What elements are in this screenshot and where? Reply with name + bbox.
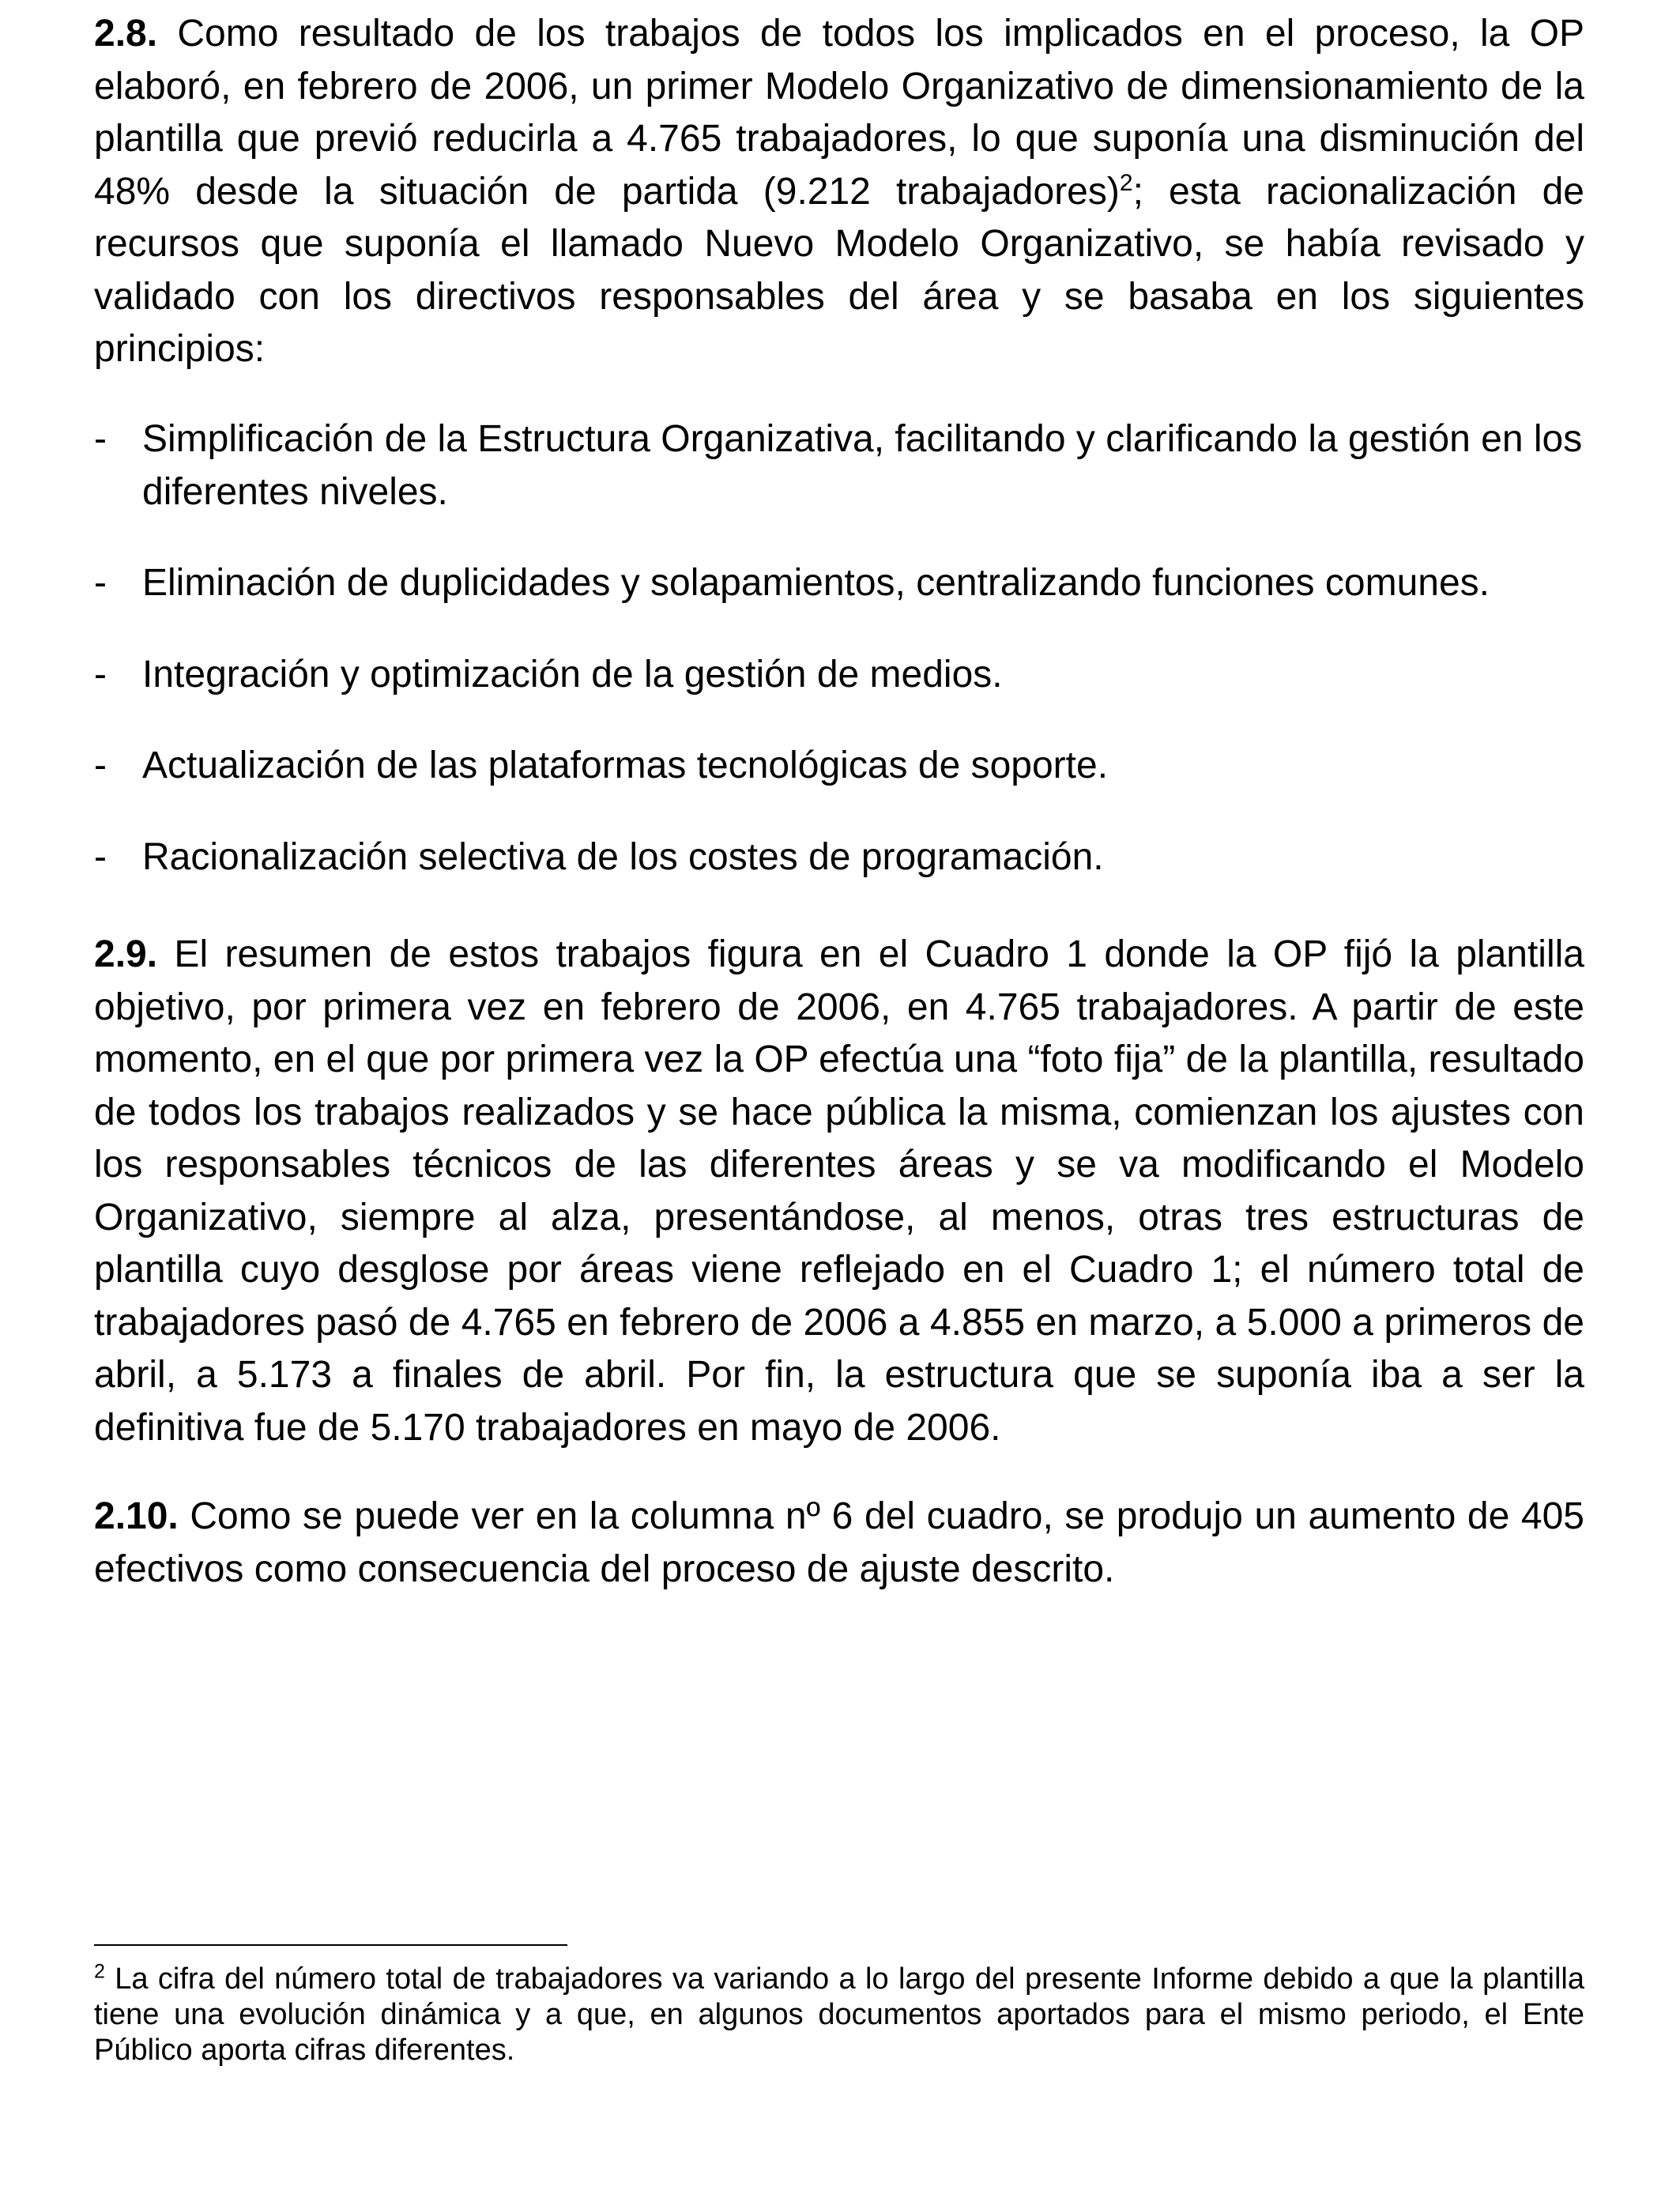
footnote-reference[interactable]: 2 bbox=[1119, 169, 1133, 196]
list-item-text: Simplificación de la Estructura Organizativa, facilitando y clarificando la gestión en los diferentes niveles. bbox=[142, 418, 1583, 513]
list-item-text: Actualización de las plataformas tecnológicas de soporte. bbox=[142, 745, 1109, 786]
paragraph-2-8 bbox=[94, 8, 1584, 376]
paragraph-2-9 bbox=[94, 929, 1584, 1454]
list-item-text: Eliminación de duplicidades y solapamientos, centralizando funciones comunes. bbox=[142, 562, 1490, 604]
paragraph-text: El resumen de estos trabajos figura en el Cuadro 1 donde la OP fijó la plantilla objetivo, por primera vez en febrero de 2006, en 4.765 trabajadores. A partir de este momento, en el que por primera vez la OP efectúa una “foto fija” de la plantilla, resultado de todos los trabajos realizados y se hace pública la misma, comienzan los ajustes con los responsables técnicos de las diferentes áreas y se va modificando el Modelo Organizativo, siempre al alza, presentándose, al menos, otras tres estructuras de plantilla cuyo desglose por áreas viene reflejado en el Cuadro 1; el número total de trabajadores pasó de 4.765 en febrero de 2006 a 4.855 en marzo, a 5.000 a primeros de abril, a 5.173 a finales de abril. Por fin, la estructura que se suponía iba a ser la definitiva fue de 5.170 trabajadores en mayo de 2006. bbox=[94, 933, 1584, 1449]
paragraph-number: 2.8. bbox=[94, 13, 158, 55]
principles-list bbox=[94, 413, 1584, 922]
footnote-text: La cifra del número total de trabajadores va variando a lo largo del presente Informe debido a que la plantilla tiene una evolución dinámica y a que, en algunos documentos aportados para el mismo periodo, el Ente Público aporta cifras diferentes. bbox=[94, 1962, 1584, 2067]
bullet-dash: - bbox=[94, 745, 107, 786]
bullet-dash: - bbox=[94, 418, 107, 460]
list-item-text: Racionalización selectiva de los costes de programación. bbox=[142, 835, 1104, 878]
list-item bbox=[94, 649, 1584, 702]
footnote bbox=[94, 1962, 1584, 2068]
paragraph-text: Como se puede ver en la columna nº 6 del cuadro, se produjo un aumento de 405 efectivos como consecuencia del proceso de ajuste descrito. bbox=[94, 1495, 1584, 1590]
list-item-text: Integración y optimización de la gestión de medios. bbox=[142, 653, 1003, 696]
paragraph-2-10 bbox=[94, 1491, 1584, 1596]
list-item bbox=[94, 831, 1584, 884]
paragraph-text-continued: ; esta racionalización de recursos que suponía el llamado Nuevo Modelo Organizativo, se había revisado y validado con los directivos responsables del área y se basaba en los siguientes principios: bbox=[94, 170, 1585, 370]
list-item bbox=[94, 413, 1584, 518]
paragraph-number: 2.10. bbox=[94, 1495, 179, 1537]
bullet-dash: - bbox=[94, 562, 107, 604]
footnote-separator bbox=[94, 1944, 567, 1946]
list-item bbox=[94, 740, 1584, 793]
list-item bbox=[94, 557, 1584, 610]
paragraph-number: 2.9. bbox=[94, 933, 158, 975]
bullet-dash: - bbox=[94, 653, 107, 696]
bullet-dash: - bbox=[94, 835, 107, 878]
paragraph-text: Como resultado de los trabajos de todos los implicados en el proceso, la OP elaboró, en febrero de 2006, un primer Modelo Organizativo de dimensionamiento de la plantilla que previó reducirla a 4.765 trabajadores, lo que suponía una disminución del 48% desde la situación de partida (9.212 trabajadores) bbox=[94, 13, 1584, 213]
footnote-mark: 2 bbox=[94, 1960, 105, 1983]
